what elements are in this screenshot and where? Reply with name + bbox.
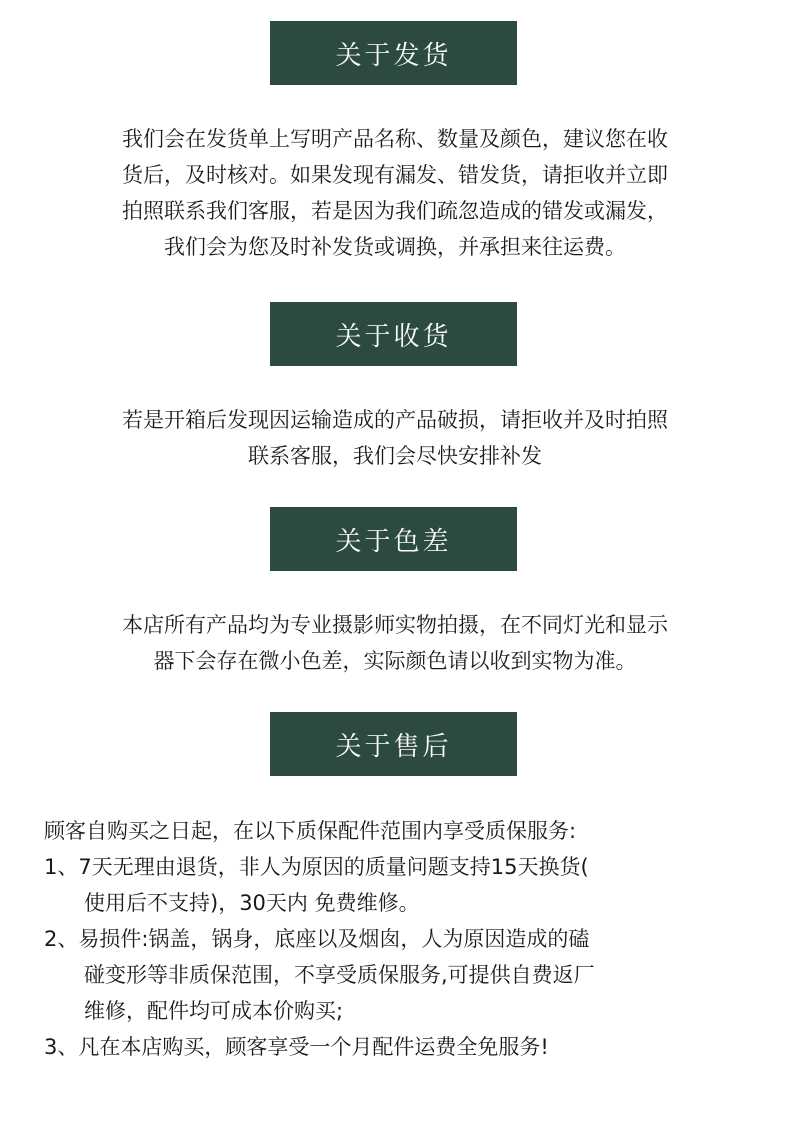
after-sales-item-2-line-2: 碰变形等非质保范围，不享受质保服务,可提供自费返厂 [84, 963, 595, 987]
shipping-line-3: 拍照联系我们客服，若是因为我们疏忽造成的错发或漏发， [122, 199, 668, 223]
color-difference-text [40, 607, 750, 679]
receiving-line-2: 联系客服，我们会尽快安排补发 [248, 444, 542, 468]
receiving-text [40, 402, 750, 474]
section-title-shipping: 关于发货 [270, 21, 517, 85]
receiving-line-1: 若是开箱后发现因运输造成的产品破损，请拒收并及时拍照 [122, 408, 668, 432]
shipping-text [40, 121, 750, 265]
after-sales-item-2-line-3: 维修，配件均可成本价购买; [84, 999, 344, 1023]
shipping-line-2: 货后，及时核对。如果发现有漏发、错发货，请拒收并立即 [122, 163, 668, 187]
section-title-receiving: 关于收货 [270, 302, 517, 366]
color-difference-line-1: 本店所有产品均为专业摄影师实物拍摄，在不同灯光和显示 [122, 613, 668, 637]
after-sales-item-1-line-2: 使用后不支持)，30天内 免费维修。 [84, 891, 420, 915]
shipping-line-4: 我们会为您及时补发货或调换，并承担来往运费。 [164, 235, 626, 259]
shipping-line-1: 我们会在发货单上写明产品名称、数量及颜色，建议您在收 [122, 127, 668, 151]
after-sales-item-1-line-1: 1、7天无理由退货，非人为原因的质量问题支持15天换货( [44, 855, 589, 879]
color-difference-line-2: 器下会存在微小色差，实际颜色请以收到实物为准。 [153, 649, 637, 673]
after-sales-item-3-line-1: 3、凡在本店购买，顾客享受一个月配件运费全免服务! [44, 1035, 549, 1059]
after-sales-item-2-line-1: 2、易损件:锅盖，锅身，底座以及烟囱，人为原因造成的磕 [44, 927, 590, 951]
after-sales-intro: 顾客自购买之日起，在以下质保配件范围内享受质保服务: [44, 819, 577, 843]
section-title-after-sales: 关于售后 [270, 712, 517, 776]
section-title-color-difference: 关于色差 [270, 507, 517, 571]
after-sales-list [44, 813, 764, 1065]
